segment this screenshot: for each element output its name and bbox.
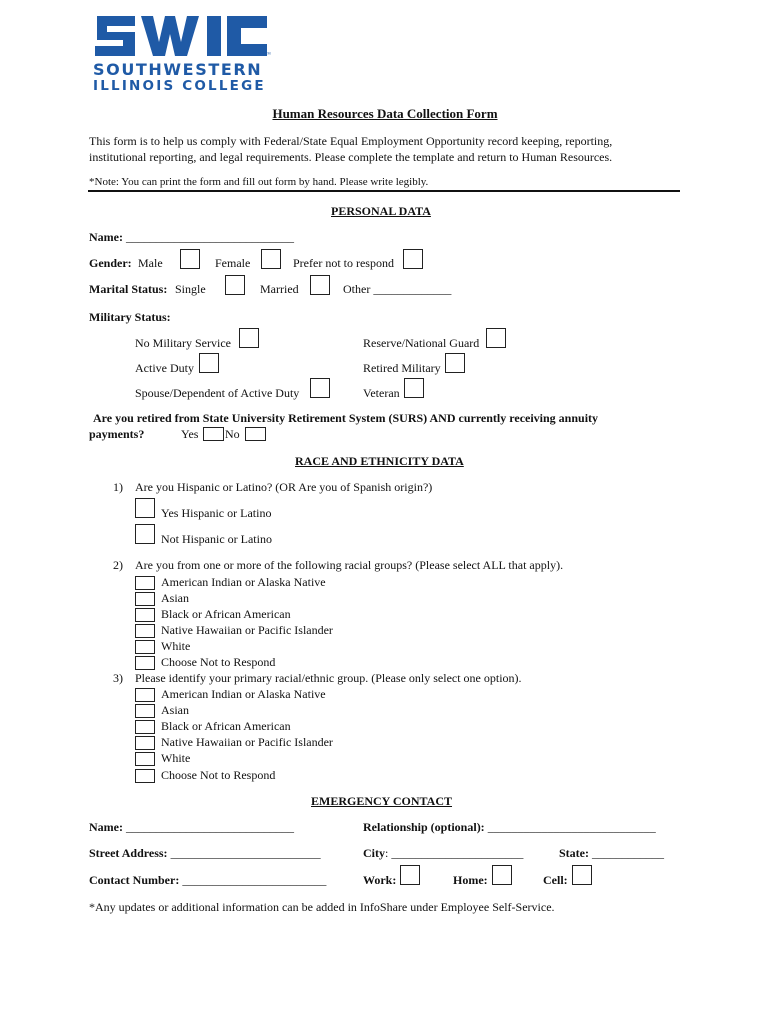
q2-option-3: Black or African American [161,607,291,621]
military-active-duty-checkbox[interactable] [199,353,219,373]
marital-option-married: Married [260,282,299,296]
intro-line-1: This form is to help us comply with Federal/State Equal Employment Opportunity record keeping, reporting, [89,134,613,148]
state-field[interactable]: ____________ [592,846,664,860]
emergency-name-label: Name: [89,820,123,834]
street-field[interactable]: _________________________ [170,846,321,860]
military-no-service-checkbox[interactable] [239,328,259,348]
relationship-label: Relationship (optional): [363,820,485,834]
military-spouse-checkbox[interactable] [310,378,330,398]
q2-number: 2) [113,558,123,572]
gender-option-female: Female [215,256,251,270]
military-no-service: No Military Service [135,336,231,350]
military-veteran: Veteran [363,386,400,400]
surs-no-checkbox[interactable] [245,427,266,441]
military-veteran-checkbox[interactable] [404,378,424,398]
military-reserve: Reserve/National Guard [363,336,480,350]
q3-number: 3) [113,671,123,685]
q2-option-2: Asian [161,591,189,605]
q3-checkbox-4[interactable] [135,736,155,750]
q1-no-checkbox[interactable] [135,524,155,544]
q3-option-2: Asian [161,703,189,717]
q1-no-label: Not Hispanic or Latino [161,532,272,546]
contact-field[interactable]: ________________________ [182,873,327,887]
q2-checkbox-4[interactable] [135,624,155,638]
surs-yes-checkbox[interactable] [203,427,224,441]
logo-southwestern: SOUTHWESTERN [93,60,263,79]
print-note: *Note: You can print the form and fill out form by hand. Please write legibly. [89,176,429,188]
name-row [89,230,294,245]
logo-tm: ™ [265,52,271,58]
q2-text: Are you from one or more of the following racial groups? (Please select ALL that apply). [135,558,564,572]
emergency-heading: EMERGENCY CONTACT [311,794,453,808]
q3-option-6: Choose Not to Respond [161,768,276,782]
q2-option-4: Native Hawaiian or Pacific Islander [161,623,333,637]
city-colon: : [385,846,389,860]
q3-checkbox-3[interactable] [135,720,155,734]
cell-checkbox[interactable] [572,865,592,885]
military-retired: Retired Military [363,361,441,375]
q3-option-5: White [161,751,191,765]
q3-option-3: Black or African American [161,719,291,733]
state-label: State: [559,846,589,860]
q3-checkbox-2[interactable] [135,704,155,718]
gender-male-checkbox[interactable] [180,249,200,269]
gender-option-no-response: Prefer not to respond [293,256,394,270]
street-label: Street Address: [89,846,168,860]
surs-question-line-2: payments? [89,427,145,441]
q2-checkbox-2[interactable] [135,592,155,606]
marital-married-checkbox[interactable] [310,275,330,295]
surs-question-line-1: Are you retired from State University Retirement System (SURS) AND currently receiving annuity [93,411,599,425]
contact-row [89,873,326,888]
q3-option-1: American Indian or Alaska Native [161,687,326,701]
marital-label: Marital Status: [89,282,168,296]
cell-label: Cell: [543,873,568,887]
marital-single-checkbox[interactable] [225,275,245,295]
city-label: City [363,846,385,860]
work-label: Work: [363,873,397,887]
q3-option-4: Native Hawaiian or Pacific Islander [161,735,333,749]
relationship-row [363,820,656,835]
college-logo [93,12,273,92]
surs-yes-label: Yes [181,427,199,441]
marital-option-other[interactable]: Other _____________ [343,282,452,296]
q2-checkbox-3[interactable] [135,608,155,622]
gender-no-response-checkbox[interactable] [403,249,423,269]
street-row [89,846,321,861]
swic-logo-mark [93,12,271,60]
q2-option-1: American Indian or Alaska Native [161,575,326,589]
military-label: Military Status: [89,310,171,324]
home-label: Home: [453,873,488,887]
q1-text: Are you Hispanic or Latino? (OR Are you of Spanish origin?) [135,480,433,494]
q3-checkbox-1[interactable] [135,688,155,702]
work-checkbox[interactable] [400,865,420,885]
military-spouse: Spouse/Dependent of Active Duty [135,386,300,400]
military-reserve-checkbox[interactable] [486,328,506,348]
q2-checkbox-6[interactable] [135,656,155,670]
q2-checkbox-5[interactable] [135,640,155,654]
gender-label: Gender: [89,256,132,270]
emergency-name-row [89,820,294,835]
q3-checkbox-6[interactable] [135,769,155,783]
home-checkbox[interactable] [492,865,512,885]
state-row [559,846,664,861]
form-title: Human Resources Data Collection Form [272,106,498,121]
surs-no-label: No [225,427,240,441]
divider [88,190,680,192]
military-active-duty: Active Duty [135,361,194,375]
city-field[interactable]: ______________________ [391,846,524,860]
q1-yes-label: Yes Hispanic or Latino [161,506,272,520]
name-label: Name: [89,230,123,244]
footer-note: *Any updates or additional information can be added in InfoShare under Employee Self-Service. [89,900,555,914]
q2-option-6: Choose Not to Respond [161,655,276,669]
q2-option-5: White [161,639,191,653]
gender-female-checkbox[interactable] [261,249,281,269]
emergency-name-field[interactable]: ____________________________ [125,820,294,834]
q1-yes-checkbox[interactable] [135,498,155,518]
city-row [363,846,523,861]
marital-option-single: Single [175,282,206,296]
personal-data-heading: PERSONAL DATA [331,204,431,218]
logo-illinois-college: ILLINOIS COLLEGE [93,78,266,94]
intro-line-2: institutional reporting, and legal requirements. Please complete the template and return to Human Resources. [89,150,613,164]
military-retired-checkbox[interactable] [445,353,465,373]
contact-label: Contact Number: [89,873,180,887]
q2-checkbox-1[interactable] [135,576,155,590]
name-field[interactable]: ____________________________ [125,230,294,244]
gender-option-male: Male [138,256,163,270]
q3-checkbox-5[interactable] [135,752,155,766]
q3-text: Please identify your primary racial/ethnic group. (Please only select one option). [135,671,522,685]
q1-number: 1) [113,480,123,494]
relationship-field[interactable]: ____________________________ [487,820,656,834]
race-heading: RACE AND ETHNICITY DATA [295,454,464,468]
